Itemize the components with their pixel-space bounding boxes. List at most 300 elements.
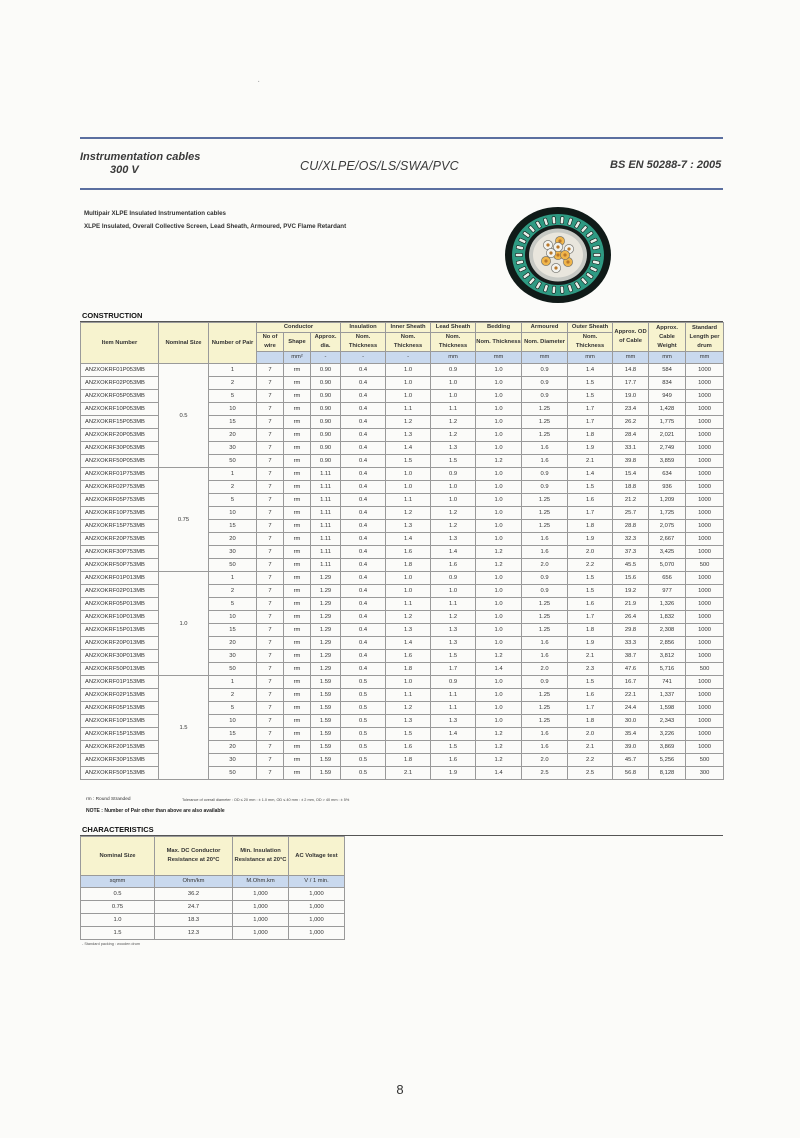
data-cell: 2.0 [568,728,613,741]
data-cell: 1.2 [476,559,522,572]
data-cell: 1.0 [476,637,522,650]
data-cell: 1.0 [386,468,431,481]
document-title [80,151,220,177]
data-cell: 1.59 [311,767,341,780]
item-number-cell: AN2XOKRF15P053MB [81,416,159,429]
data-cell: 0.9 [522,468,568,481]
data-cell: 1.0 [476,520,522,533]
data-cell: 1.6 [522,637,568,650]
item-number-cell: AN2XOKRF30P753MB [81,546,159,559]
data-cell: 1.3 [386,429,431,442]
data-cell: 15.6 [613,572,649,585]
data-cell: 7 [257,468,284,481]
item-number-cell: AN2XOKRF30P153MB [81,754,159,767]
col-inner-sheath: Inner Sheath [386,323,431,333]
data-cell: 7 [257,546,284,559]
data-cell: 5 [209,598,257,611]
cable-description [84,207,346,233]
data-cell: 39.8 [613,455,649,468]
data-cell: 1.25 [522,715,568,728]
data-cell: 1.4 [431,728,476,741]
data-cell: 1.2 [431,429,476,442]
data-cell: 19.2 [613,585,649,598]
data-cell: 5,070 [649,559,686,572]
construction-title: CONSTRUCTION [82,311,143,320]
data-cell: 1.11 [311,494,341,507]
data-cell: 1000 [686,533,724,546]
col-armoured-sub: Nom. Diameter [522,333,568,352]
unit-cell: mm [613,352,649,364]
data-cell: 1.25 [522,689,568,702]
data-cell: 1.2 [431,611,476,624]
data-cell: 3,226 [649,728,686,741]
construction-table [80,322,724,780]
cable-cross-section-image [503,205,613,305]
data-cell: 1.1 [386,403,431,416]
data-cell: 1.4 [431,546,476,559]
data-cell: 1.2 [476,455,522,468]
unit-cell: - [341,352,386,364]
data-cell: 1,209 [649,494,686,507]
data-cell: 1.25 [522,598,568,611]
data-cell: 56.8 [613,767,649,780]
data-cell: 7 [257,520,284,533]
data-cell: 1.5 [431,650,476,663]
data-cell: 0.4 [341,533,386,546]
data-cell: 0.4 [341,650,386,663]
size-group [81,364,724,468]
data-cell: 32.3 [613,533,649,546]
data-cell: 7 [257,585,284,598]
unit-cell: mm [431,352,476,364]
data-cell: 1.5 [81,927,155,940]
data-cell: 30.0 [613,715,649,728]
header-bottom-rule [80,188,723,190]
data-cell: 1.6 [386,546,431,559]
data-cell: 7 [257,624,284,637]
data-cell: 7 [257,533,284,546]
data-cell: 1.5 [568,390,613,403]
data-cell: rm [284,754,311,767]
data-cell: 0.4 [341,559,386,572]
data-cell: 16.7 [613,676,649,689]
data-cell: 1.0 [431,481,476,494]
data-cell: 1.59 [311,676,341,689]
item-number-cell: AN2XOKRF20P013MB [81,637,159,650]
data-cell: 0.5 [341,754,386,767]
data-cell: rm [284,533,311,546]
data-cell: 1.3 [431,624,476,637]
data-cell: 0.5 [341,689,386,702]
data-cell: 1.0 [386,676,431,689]
data-cell: 2.0 [522,663,568,676]
data-cell: 7 [257,442,284,455]
data-cell: rm [284,767,311,780]
data-cell: 0.5 [341,676,386,689]
data-cell: 0.4 [341,481,386,494]
data-cell: 500 [686,663,724,676]
data-cell: rm [284,741,311,754]
table-row [81,888,345,901]
data-cell: 1.5 [568,676,613,689]
data-cell: 1.0 [386,585,431,598]
data-cell: 1.5 [431,741,476,754]
data-cell: 1000 [686,455,724,468]
item-number-cell: AN2XOKRF30P013MB [81,650,159,663]
data-cell: 1.7 [568,416,613,429]
data-cell: 7 [257,728,284,741]
data-cell: rm [284,481,311,494]
data-cell: 1.0 [476,416,522,429]
char-col-insulation-resistance: Min. Insulation Resistance at 20°C [233,837,289,876]
item-number-cell: AN2XOKRF15P153MB [81,728,159,741]
data-cell: 1,832 [649,611,686,624]
data-cell: 1.0 [476,533,522,546]
data-cell: 1.9 [568,442,613,455]
data-cell: 38.7 [613,650,649,663]
data-cell: 0.4 [341,572,386,585]
data-cell: 1.11 [311,468,341,481]
data-cell: 1.4 [568,364,613,377]
data-cell: 0.4 [341,520,386,533]
data-cell: 1.59 [311,702,341,715]
size-group [81,468,724,572]
data-cell: 15 [209,416,257,429]
data-cell: 2.0 [568,546,613,559]
data-cell: 45.7 [613,754,649,767]
data-cell: 0.4 [341,403,386,416]
data-cell: 1000 [686,481,724,494]
item-number-cell: AN2XOKRF01P753MB [81,468,159,481]
data-cell: 1.7 [568,403,613,416]
data-cell: 7 [257,637,284,650]
data-cell: 1.11 [311,559,341,572]
item-number-cell: AN2XOKRF50P053MB [81,455,159,468]
data-cell: 1.7 [568,507,613,520]
data-cell: 1000 [686,390,724,403]
col-lead-sheath-sub: Nom. Thickness [431,333,476,352]
data-cell: 1.2 [431,520,476,533]
data-cell: 7 [257,416,284,429]
col-no-of-wire: No of wire [257,333,284,352]
note-tolerance: Tolerance of overall diameter : OD ≤ 20 mm : ± 1.0 mm, OD ≤ 40 mm : ± 2 mm, OD > 40 mm : ± 5% [182,798,350,802]
data-cell: rm [284,663,311,676]
data-cell: 0.9 [522,585,568,598]
data-cell: 1.0 [476,689,522,702]
data-cell: 2,075 [649,520,686,533]
data-cell: 2.5 [568,767,613,780]
data-cell: 0.4 [341,637,386,650]
data-cell: rm [284,637,311,650]
data-cell: 1,000 [289,901,345,914]
construction-code: CU/XLPE/OS/LS/SWA/PVC [300,159,459,173]
data-cell: 0.4 [341,416,386,429]
data-cell: 7 [257,455,284,468]
data-cell: 7 [257,377,284,390]
data-cell: 1 [209,572,257,585]
data-cell: 1,775 [649,416,686,429]
item-number-cell: AN2XOKRF05P053MB [81,390,159,403]
data-cell: 0.4 [341,442,386,455]
data-cell: 1 [209,364,257,377]
note-round-stranded: rm : Round Stranded [86,797,131,802]
item-number-cell: AN2XOKRF01P053MB [81,364,159,377]
data-cell: 1.11 [311,533,341,546]
data-cell: 7 [257,507,284,520]
data-cell: 1.7 [431,663,476,676]
data-cell: 1000 [686,468,724,481]
data-cell: 1.0 [476,364,522,377]
data-cell: 1.0 [476,702,522,715]
nominal-size-cell: 0.75 [159,468,209,572]
data-cell: 5,716 [649,663,686,676]
data-cell: 500 [686,754,724,767]
data-cell: 1.0 [476,377,522,390]
data-cell: 1.11 [311,507,341,520]
data-cell: 1.25 [522,520,568,533]
data-cell: 1.5 [568,481,613,494]
data-cell: 2.1 [568,650,613,663]
characteristics-title: CHARACTERISTICS [82,825,154,834]
data-cell: 1.0 [386,572,431,585]
col-standard-length: Standard Length per drum [686,323,724,352]
data-cell: 1000 [686,702,724,715]
data-cell: 7 [257,481,284,494]
data-cell: 0.5 [341,728,386,741]
data-cell: 7 [257,390,284,403]
data-cell: 1.4 [476,767,522,780]
item-number-cell: AN2XOKRF20P053MB [81,429,159,442]
data-cell: 1000 [686,741,724,754]
data-cell: 1.6 [522,442,568,455]
item-number-cell: AN2XOKRF15P753MB [81,520,159,533]
data-cell: 1000 [686,676,724,689]
data-cell: 0.9 [431,572,476,585]
data-cell: 22.1 [613,689,649,702]
data-cell: 20 [209,429,257,442]
note-other-pairs: NOTE : Number of Pair other than above are also available [86,808,225,814]
char-unit-cell: sqmm [81,876,155,888]
data-cell: 1.0 [386,390,431,403]
data-cell: 20 [209,533,257,546]
data-cell: 1.2 [431,507,476,520]
data-cell: 0.75 [81,901,155,914]
nominal-size-cell: 1.0 [159,572,209,676]
data-cell: 2.5 [522,767,568,780]
item-number-cell: AN2XOKRF05P013MB [81,598,159,611]
page-number: 8 [396,1082,404,1097]
data-cell: 30 [209,754,257,767]
col-lead-sheath: Lead Sheath [431,323,476,333]
data-cell: 12.3 [155,927,233,940]
data-cell: 26.2 [613,416,649,429]
data-cell: 1000 [686,377,724,390]
data-cell: 1.6 [522,741,568,754]
item-number-cell: AN2XOKRF50P153MB [81,767,159,780]
data-cell: 1.7 [568,611,613,624]
data-cell: 1.0 [431,494,476,507]
data-cell: 1000 [686,572,724,585]
data-cell: 1.2 [386,611,431,624]
data-cell: 3,425 [649,546,686,559]
col-insulation: Insulation [341,323,386,333]
data-cell: 0.90 [311,390,341,403]
header-top-rule [80,137,723,139]
data-cell: 20 [209,637,257,650]
data-cell: 1.0 [476,442,522,455]
data-cell: 1000 [686,728,724,741]
data-cell: 7 [257,559,284,572]
data-cell: rm [284,403,311,416]
data-cell: 1.4 [568,468,613,481]
data-cell: 7 [257,364,284,377]
data-cell: 2.1 [386,767,431,780]
col-approx-weight: Approx. Cable Weight [649,323,686,352]
item-number-cell: AN2XOKRF02P013MB [81,585,159,598]
data-cell: 1.0 [386,377,431,390]
data-cell: rm [284,702,311,715]
data-cell: 50 [209,767,257,780]
data-cell: 5 [209,390,257,403]
data-cell: 1,428 [649,403,686,416]
data-cell: 1.6 [386,650,431,663]
data-cell: 7 [257,715,284,728]
data-cell: 1.29 [311,585,341,598]
nominal-size-cell: 1.5 [159,676,209,780]
data-cell: 977 [649,585,686,598]
data-cell: 0.4 [341,585,386,598]
item-number-cell: AN2XOKRF05P153MB [81,702,159,715]
data-cell: 1,000 [289,914,345,927]
data-cell: 1.2 [476,546,522,559]
data-cell: 36.2 [155,888,233,901]
data-cell: 8,128 [649,767,686,780]
data-cell: 29.8 [613,624,649,637]
item-number-cell: AN2XOKRF02P753MB [81,481,159,494]
nominal-size-cell: 0.5 [159,364,209,468]
data-cell: 3,812 [649,650,686,663]
data-cell: 1.2 [386,507,431,520]
data-cell: rm [284,364,311,377]
col-armoured: Armoured [522,323,568,333]
data-cell: 1000 [686,611,724,624]
data-cell: 741 [649,676,686,689]
data-cell: 33.1 [613,442,649,455]
data-cell: 0.4 [341,624,386,637]
data-cell: 0.9 [522,676,568,689]
data-cell: 0.90 [311,403,341,416]
unit-cell: mm² [284,352,311,364]
data-cell: 1.25 [522,429,568,442]
data-cell: 1.2 [386,702,431,715]
data-cell: 2,667 [649,533,686,546]
data-cell: 2 [209,689,257,702]
data-cell: 1.1 [431,598,476,611]
data-cell: 1.25 [522,403,568,416]
data-cell: 25.7 [613,507,649,520]
data-cell: 50 [209,663,257,676]
data-cell: 50 [209,455,257,468]
data-cell: 1.0 [476,507,522,520]
data-cell: 1000 [686,494,724,507]
data-cell: 7 [257,650,284,663]
data-cell: 0.9 [431,364,476,377]
data-cell: 7 [257,572,284,585]
data-cell: 0.4 [341,429,386,442]
data-cell: 5,256 [649,754,686,767]
data-cell: 1.25 [522,624,568,637]
data-cell: 1.0 [386,481,431,494]
item-number-cell: AN2XOKRF01P153MB [81,676,159,689]
data-cell: 1,000 [233,901,289,914]
col-insulation-sub: Nom. Thickness [341,333,386,352]
item-number-cell: AN2XOKRF10P013MB [81,611,159,624]
item-number-cell: AN2XOKRF20P153MB [81,741,159,754]
data-cell: 0.5 [341,767,386,780]
col-outer-sheath-sub: Nom. Thickness [568,333,613,352]
data-cell: 1.3 [386,715,431,728]
characteristics-table [80,836,345,940]
data-cell: 1.6 [522,455,568,468]
data-cell: 0.4 [341,546,386,559]
data-cell: 1.25 [522,702,568,715]
data-cell: rm [284,377,311,390]
col-item-number: Item Number [81,323,159,364]
data-cell: 1.4 [386,442,431,455]
data-cell: 1.0 [476,468,522,481]
data-cell: 1000 [686,598,724,611]
data-cell: 0.90 [311,416,341,429]
data-cell: 1.7 [568,702,613,715]
data-cell: 1000 [686,715,724,728]
data-cell: 1.9 [568,637,613,650]
data-cell: 1.6 [386,741,431,754]
data-cell: 0.4 [341,611,386,624]
table-row [81,468,724,481]
data-cell: 1.11 [311,481,341,494]
data-cell: 1.9 [431,767,476,780]
data-cell: 2 [209,481,257,494]
data-cell: 35.4 [613,728,649,741]
data-cell: 5 [209,702,257,715]
data-cell: 1.2 [476,728,522,741]
data-cell: 1.1 [431,689,476,702]
data-cell: rm [284,676,311,689]
data-cell: 0.90 [311,364,341,377]
data-cell: 2,749 [649,442,686,455]
col-bedding-sub: Nom. Thickness [476,333,522,352]
data-cell: rm [284,559,311,572]
data-cell: 1.29 [311,611,341,624]
data-cell: 1.5 [568,585,613,598]
data-cell: 2.1 [568,741,613,754]
packing-footnote: - Standard packing : wooden drum [82,942,141,946]
data-cell: 1.6 [522,546,568,559]
data-cell: rm [284,715,311,728]
data-cell: 1.6 [568,689,613,702]
data-cell: 2.0 [522,754,568,767]
data-cell: 2,021 [649,429,686,442]
unit-cell: - [311,352,341,364]
data-cell: 1.9 [568,533,613,546]
data-cell: 1.0 [476,676,522,689]
data-cell: 7 [257,767,284,780]
data-cell: 17.7 [613,377,649,390]
data-cell: 1.4 [386,533,431,546]
data-cell: 15.4 [613,468,649,481]
item-number-cell: AN2XOKRF01P013MB [81,572,159,585]
data-cell: 1.4 [386,637,431,650]
